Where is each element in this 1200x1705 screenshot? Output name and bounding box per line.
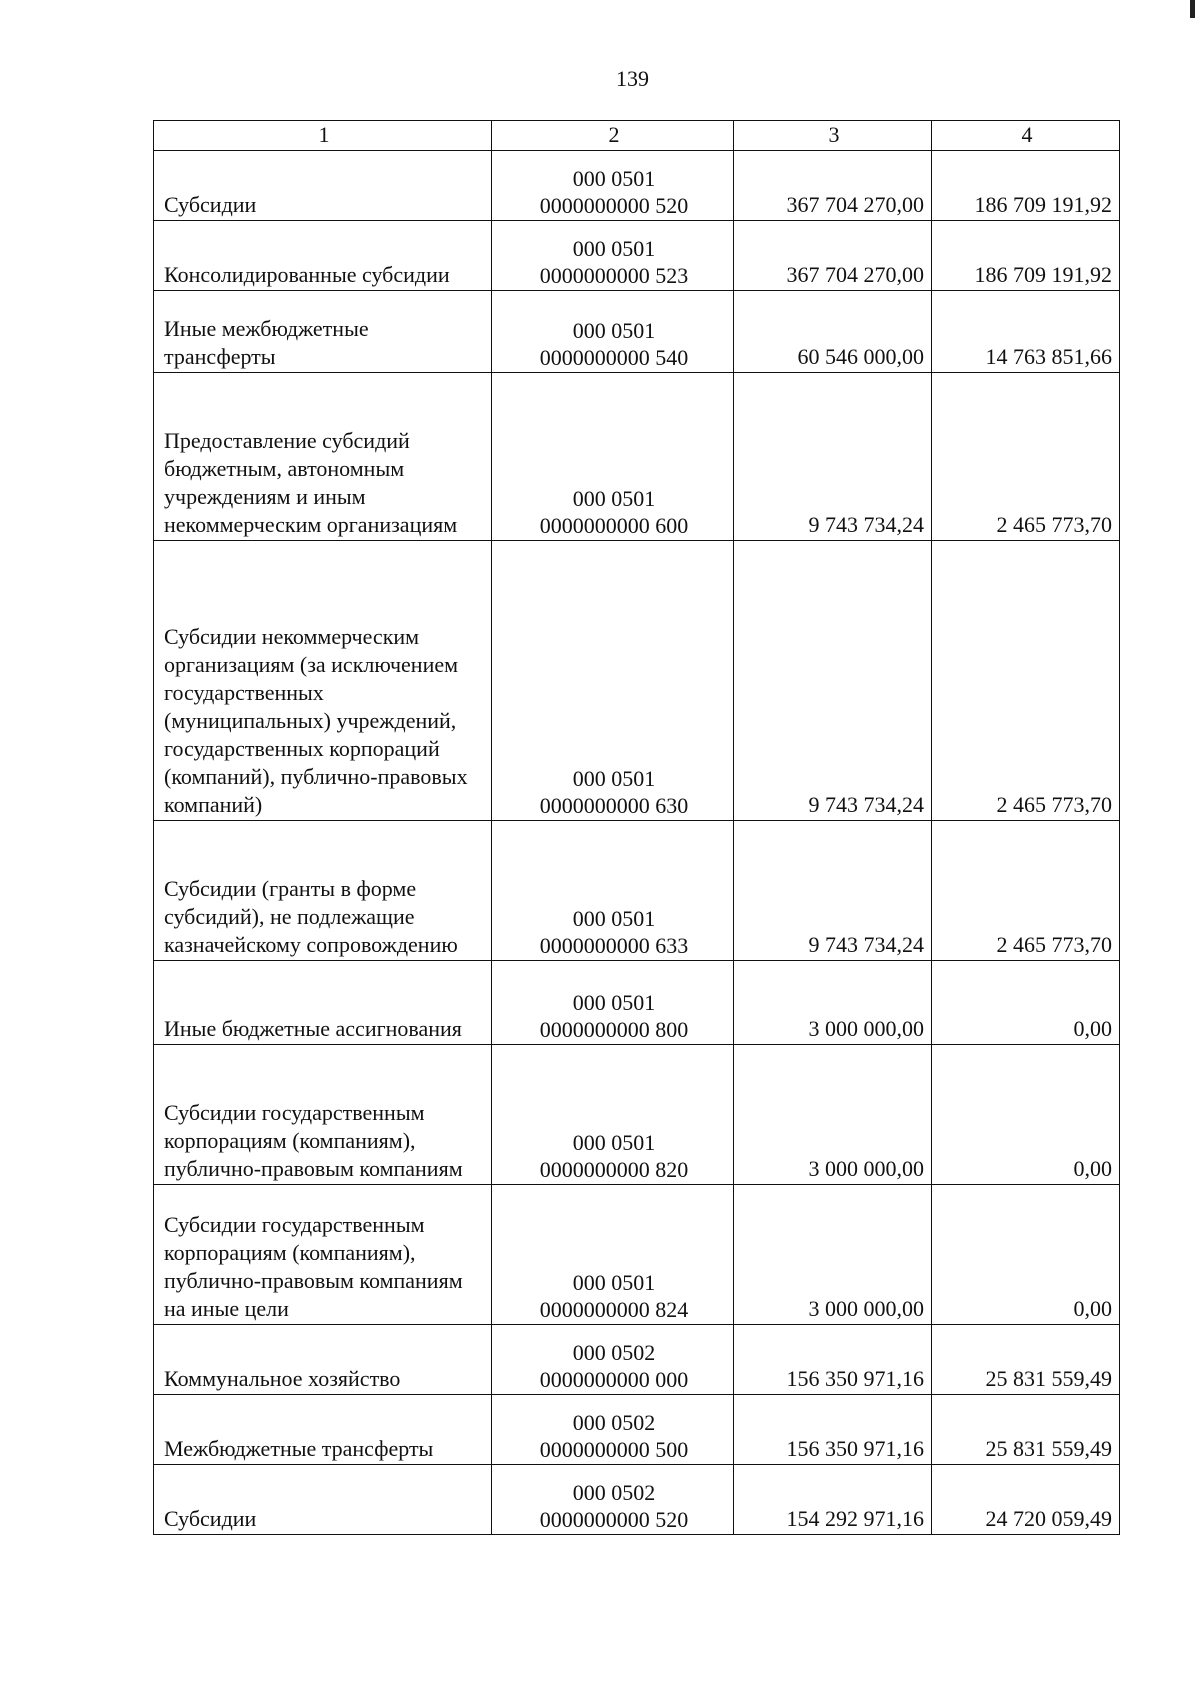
row-value-col3: 367 704 270,00 [734, 221, 932, 291]
scan-artifact [1190, 0, 1195, 18]
row-code-line1: 000 0502 [572, 1340, 656, 1365]
table-row [154, 1325, 1120, 1395]
row-code-line2: 0000000000 800 [539, 1017, 689, 1042]
row-code-line1: 000 0502 [572, 1480, 656, 1505]
row-value-col4: 24 720 059,49 [932, 1465, 1120, 1535]
row-value-col3: 154 292 971,16 [734, 1465, 932, 1535]
row-code-line1: 000 0501 [572, 990, 656, 1015]
row-value-col3: 9 743 734,24 [734, 373, 932, 541]
row-code-line2: 0000000000 520 [539, 193, 689, 218]
row-value-col4: 25 831 559,49 [932, 1325, 1120, 1395]
row-value-col3: 367 704 270,00 [734, 151, 932, 221]
row-code [492, 1185, 734, 1325]
row-code-line2: 0000000000 633 [539, 933, 689, 958]
row-value-col3: 60 546 000,00 [734, 291, 932, 373]
column-header-1: 1 [154, 121, 492, 151]
table-row [154, 1045, 1120, 1185]
table-row [154, 961, 1120, 1045]
row-name: Субсидии некоммерческим организациям (за исключением государственных (муниципальных) учреждений, государственных корпораций (компаний), публично-правовых компаний) [154, 541, 492, 821]
row-code [492, 373, 734, 541]
row-value-col4: 186 709 191,92 [932, 151, 1120, 221]
table-row [154, 1465, 1120, 1535]
row-code-line1: 000 0501 [572, 166, 656, 191]
row-name: Субсидии государственным корпорациям (компаниям), публично-правовым компаниям [154, 1045, 492, 1185]
budget-table [153, 120, 1120, 1535]
row-value-col3: 3 000 000,00 [734, 1045, 932, 1185]
row-name: Субсидии (гранты в форме субсидий), не подлежащие казначейскому сопровождению [154, 821, 492, 961]
row-code-line1: 000 0501 [572, 236, 656, 261]
row-code [492, 821, 734, 961]
row-code-line1: 000 0501 [572, 766, 656, 791]
row-name: Предоставление субсидий бюджетным, автономным учреждениям и иным некоммерческим организациям [154, 373, 492, 541]
row-name: Межбюджетные трансферты [154, 1395, 492, 1465]
row-code-line2: 0000000000 820 [539, 1157, 689, 1182]
row-name: Субсидии государственным корпорациям (компаниям), публично-правовым компаниям на иные цели [154, 1185, 492, 1325]
row-code-line2: 0000000000 540 [539, 345, 689, 370]
row-code-line1: 000 0501 [572, 318, 656, 343]
row-value-col3: 9 743 734,24 [734, 541, 932, 821]
row-code-line2: 0000000000 600 [539, 513, 689, 538]
row-value-col3: 156 350 971,16 [734, 1395, 932, 1465]
row-code-line2: 0000000000 824 [539, 1297, 689, 1322]
table-row [154, 373, 1120, 541]
row-name: Субсидии [154, 1465, 492, 1535]
table-row [154, 821, 1120, 961]
table-row [154, 291, 1120, 373]
table-row [154, 151, 1120, 221]
row-value-col4: 0,00 [932, 1185, 1120, 1325]
row-code-line2: 0000000000 523 [539, 263, 689, 288]
row-value-col3: 3 000 000,00 [734, 1185, 932, 1325]
row-value-col4: 25 831 559,49 [932, 1395, 1120, 1465]
row-value-col3: 3 000 000,00 [734, 961, 932, 1045]
row-code-line2: 0000000000 000 [539, 1367, 689, 1392]
row-name: Коммунальное хозяйство [154, 1325, 492, 1395]
row-value-col3: 156 350 971,16 [734, 1325, 932, 1395]
row-name: Иные межбюджетные трансферты [154, 291, 492, 373]
row-value-col3: 9 743 734,24 [734, 821, 932, 961]
row-value-col4: 0,00 [932, 1045, 1120, 1185]
row-value-col4: 2 465 773,70 [932, 373, 1120, 541]
row-code-line2: 0000000000 500 [539, 1437, 689, 1462]
column-header-2: 2 [492, 121, 734, 151]
column-header-4: 4 [932, 121, 1120, 151]
row-name: Субсидии [154, 151, 492, 221]
header-row [154, 121, 1120, 151]
row-code-line1: 000 0501 [572, 1130, 656, 1155]
row-code [492, 1465, 734, 1535]
row-code-line1: 000 0501 [572, 1270, 656, 1295]
row-code [492, 541, 734, 821]
row-code-line2: 0000000000 520 [539, 1507, 689, 1532]
row-code [492, 151, 734, 221]
row-value-col4: 2 465 773,70 [932, 821, 1120, 961]
table-row [154, 1185, 1120, 1325]
row-value-col4: 2 465 773,70 [932, 541, 1120, 821]
row-code-line1: 000 0501 [572, 906, 656, 931]
page-number: 139 [616, 66, 649, 91]
table-row [154, 1395, 1120, 1465]
row-value-col4: 0,00 [932, 961, 1120, 1045]
row-code [492, 1045, 734, 1185]
row-code [492, 221, 734, 291]
row-code [492, 291, 734, 373]
row-code-line1: 000 0501 [572, 486, 656, 511]
row-name: Консолидированные субсидии [154, 221, 492, 291]
table-row [154, 221, 1120, 291]
column-header-3: 3 [734, 121, 932, 151]
row-code-line2: 0000000000 630 [539, 793, 689, 818]
row-code [492, 1395, 734, 1465]
row-value-col4: 186 709 191,92 [932, 221, 1120, 291]
table-row [154, 541, 1120, 821]
row-code-line1: 000 0502 [572, 1410, 656, 1435]
row-value-col4: 14 763 851,66 [932, 291, 1120, 373]
row-code [492, 961, 734, 1045]
row-name: Иные бюджетные ассигнования [154, 961, 492, 1045]
row-code [492, 1325, 734, 1395]
